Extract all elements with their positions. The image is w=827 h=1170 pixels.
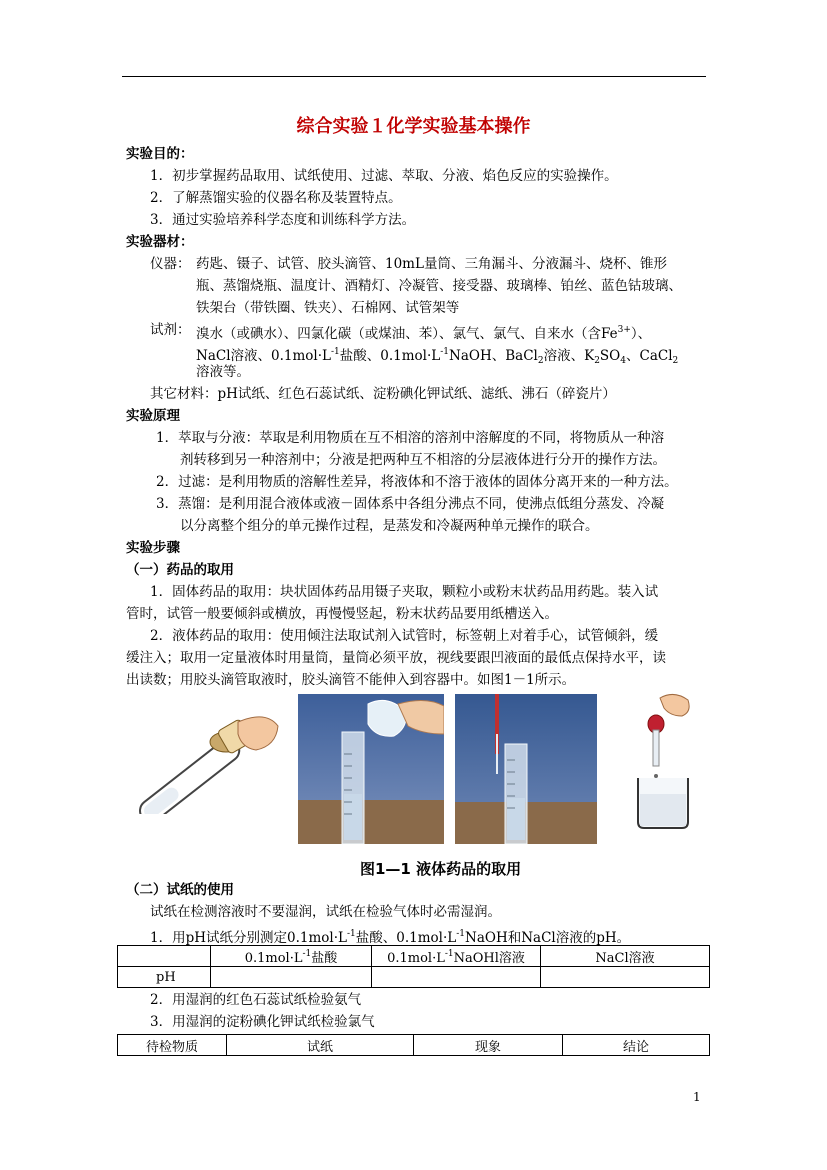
table-header: 现象	[414, 1035, 563, 1056]
instruments-line: 铁架台（带铁圈、铁夹）、石棉网、试管架等	[196, 300, 460, 316]
test-tube-pouring-illustration	[126, 704, 286, 814]
table-cell	[211, 967, 372, 988]
instruments-line: 药匙、镊子、试管、胶头滴管、10mL量筒、三角漏斗、分液漏斗、烧杯、锥形	[196, 256, 667, 272]
table-cell	[372, 967, 541, 988]
part1-heading: （一）药品的取用	[126, 562, 234, 578]
principle-heading: 实验原理	[126, 408, 180, 424]
instruments-label: 仪器：	[150, 256, 191, 272]
page-title: 综合实验１化学实验基本操作	[296, 116, 531, 137]
reagents-label: 试剂：	[150, 322, 191, 338]
header-rule	[122, 76, 706, 77]
principle-line: 1．萃取与分液：萃取是利用物质在互不相溶的溶剂中溶解度的不同，将物质从一种溶	[156, 430, 665, 446]
page-number: 1	[693, 1090, 701, 1104]
reagents-line-1: 溴水（或碘水）、四氯化碳（或煤油、苯）、氯气、氯气、自来水（含$Fe^{3+}$）、	[196, 325, 652, 342]
part2-item1: 1．用pH试纸分别测定$0.1mol\cdot L^{-1}$盐酸、$0.1mol\cdot L^{-1}NaOH$和NaCl溶液的pH。	[150, 929, 631, 946]
principle-line: 剂转移到另一种溶剂中；分液是把两种互不相溶的分层液体进行分开的操作方法。	[180, 452, 666, 468]
part2-item3: 3．用湿润的淀粉碘化钾试纸检验氯气	[150, 1014, 375, 1030]
steps-heading: 实验步骤	[126, 540, 180, 556]
table-cell	[541, 967, 710, 988]
principle-line: 2．过滤：是利用物质的溶解性差异，将液体和不溶于液体的固体分离开来的一种方法。	[156, 474, 678, 490]
purpose-item: 1．初步掌握药品取用、试纸使用、过滤、萃取、分液、焰色反应的实验操作。	[150, 168, 618, 184]
part1-line: 出读数；用胶头滴管取液时，胶头滴管不能伸入到容器中。如图1－1所示。	[126, 672, 576, 688]
table-row	[118, 967, 710, 988]
table-cell	[118, 946, 211, 967]
part1-line: 1．固体药品的取用：块状固体药品用镊子夹取，颗粒小或粉末状药品用药匙。装入试	[150, 584, 659, 600]
dropper-beaker-illustration	[630, 690, 700, 830]
reagents-line-3: 溶液等。	[196, 364, 250, 380]
ph-table	[117, 945, 710, 988]
principle-line: 3．蒸馏：是利用混合液体或液－固体系中各组分沸点不同，使沸点低组分蒸发、冷凝	[156, 496, 665, 512]
graduated-cylinder-pouring-photo	[298, 694, 444, 844]
other-materials: 其它材料：pH试纸、红色石蕊试纸、淀粉碘化钾试纸、滤纸、沸石（碎瓷片）	[150, 386, 616, 402]
materials-heading: 实验器材：	[126, 234, 194, 250]
table-row	[118, 1035, 710, 1056]
purpose-item: 3．通过实验培养科学态度和训练科学方法。	[150, 212, 416, 228]
table-header: NaCl溶液	[541, 946, 710, 967]
instruments-line: 瓶、蒸馏烧瓶、温度计、酒精灯、冷凝管、接受器、玻璃棒、铂丝、蓝色钴玻璃、	[196, 278, 682, 294]
table-row-label: pH	[118, 967, 211, 988]
table-header: 结论	[563, 1035, 710, 1056]
table-header: 待检物质	[118, 1035, 227, 1056]
purpose-heading: 实验目的：	[126, 146, 194, 162]
part1-line: 管时，试管一般要倾斜或横放，再慢慢竖起，粉末状药品要用纸槽送入。	[126, 606, 558, 622]
gas-test-table	[117, 1034, 710, 1056]
principle-line: 以分离整个组分的单元操作过程，是蒸发和冷凝两种单元操作的联合。	[180, 518, 599, 534]
table-header: $0.1mol\cdot L^{-1}NaOHl$溶液	[372, 946, 541, 967]
table-header: $0.1mol\cdot L^{-1}$盐酸	[211, 946, 372, 967]
reagents-line-2: NaCl溶液、$0.1mol\cdot L^{-1}$盐酸、$0.1mol\cdot L^{-1}NaOH$、BaCl$_2$溶液、$K_2SO_4$、CaCl$_2$	[196, 347, 679, 366]
part1-line: 2．液体药品的取用：使用倾注法取试剂入试管时，标签朝上对着手心，试管倾斜，缓	[150, 628, 659, 644]
purpose-item: 2．了解蒸馏实验的仪器名称及装置特点。	[150, 190, 402, 206]
table-row	[118, 946, 710, 967]
figure-caption: 图1—1 液体药品的取用	[360, 860, 522, 878]
part2-intro: 试纸在检测溶液时不要湿润，试纸在检验气体时必需湿润。	[150, 904, 501, 920]
graduated-cylinder-reading-photo	[455, 694, 597, 844]
part2-heading: （二）试纸的使用	[126, 882, 234, 898]
part2-item2: 2．用湿润的红色石蕊试纸检验氨气	[150, 992, 362, 1008]
table-header: 试纸	[227, 1035, 414, 1056]
part1-line: 缓注入；取用一定量液体时用量筒，量筒必须平放，视线要跟凹液面的最低点保持水平，读	[126, 650, 666, 666]
